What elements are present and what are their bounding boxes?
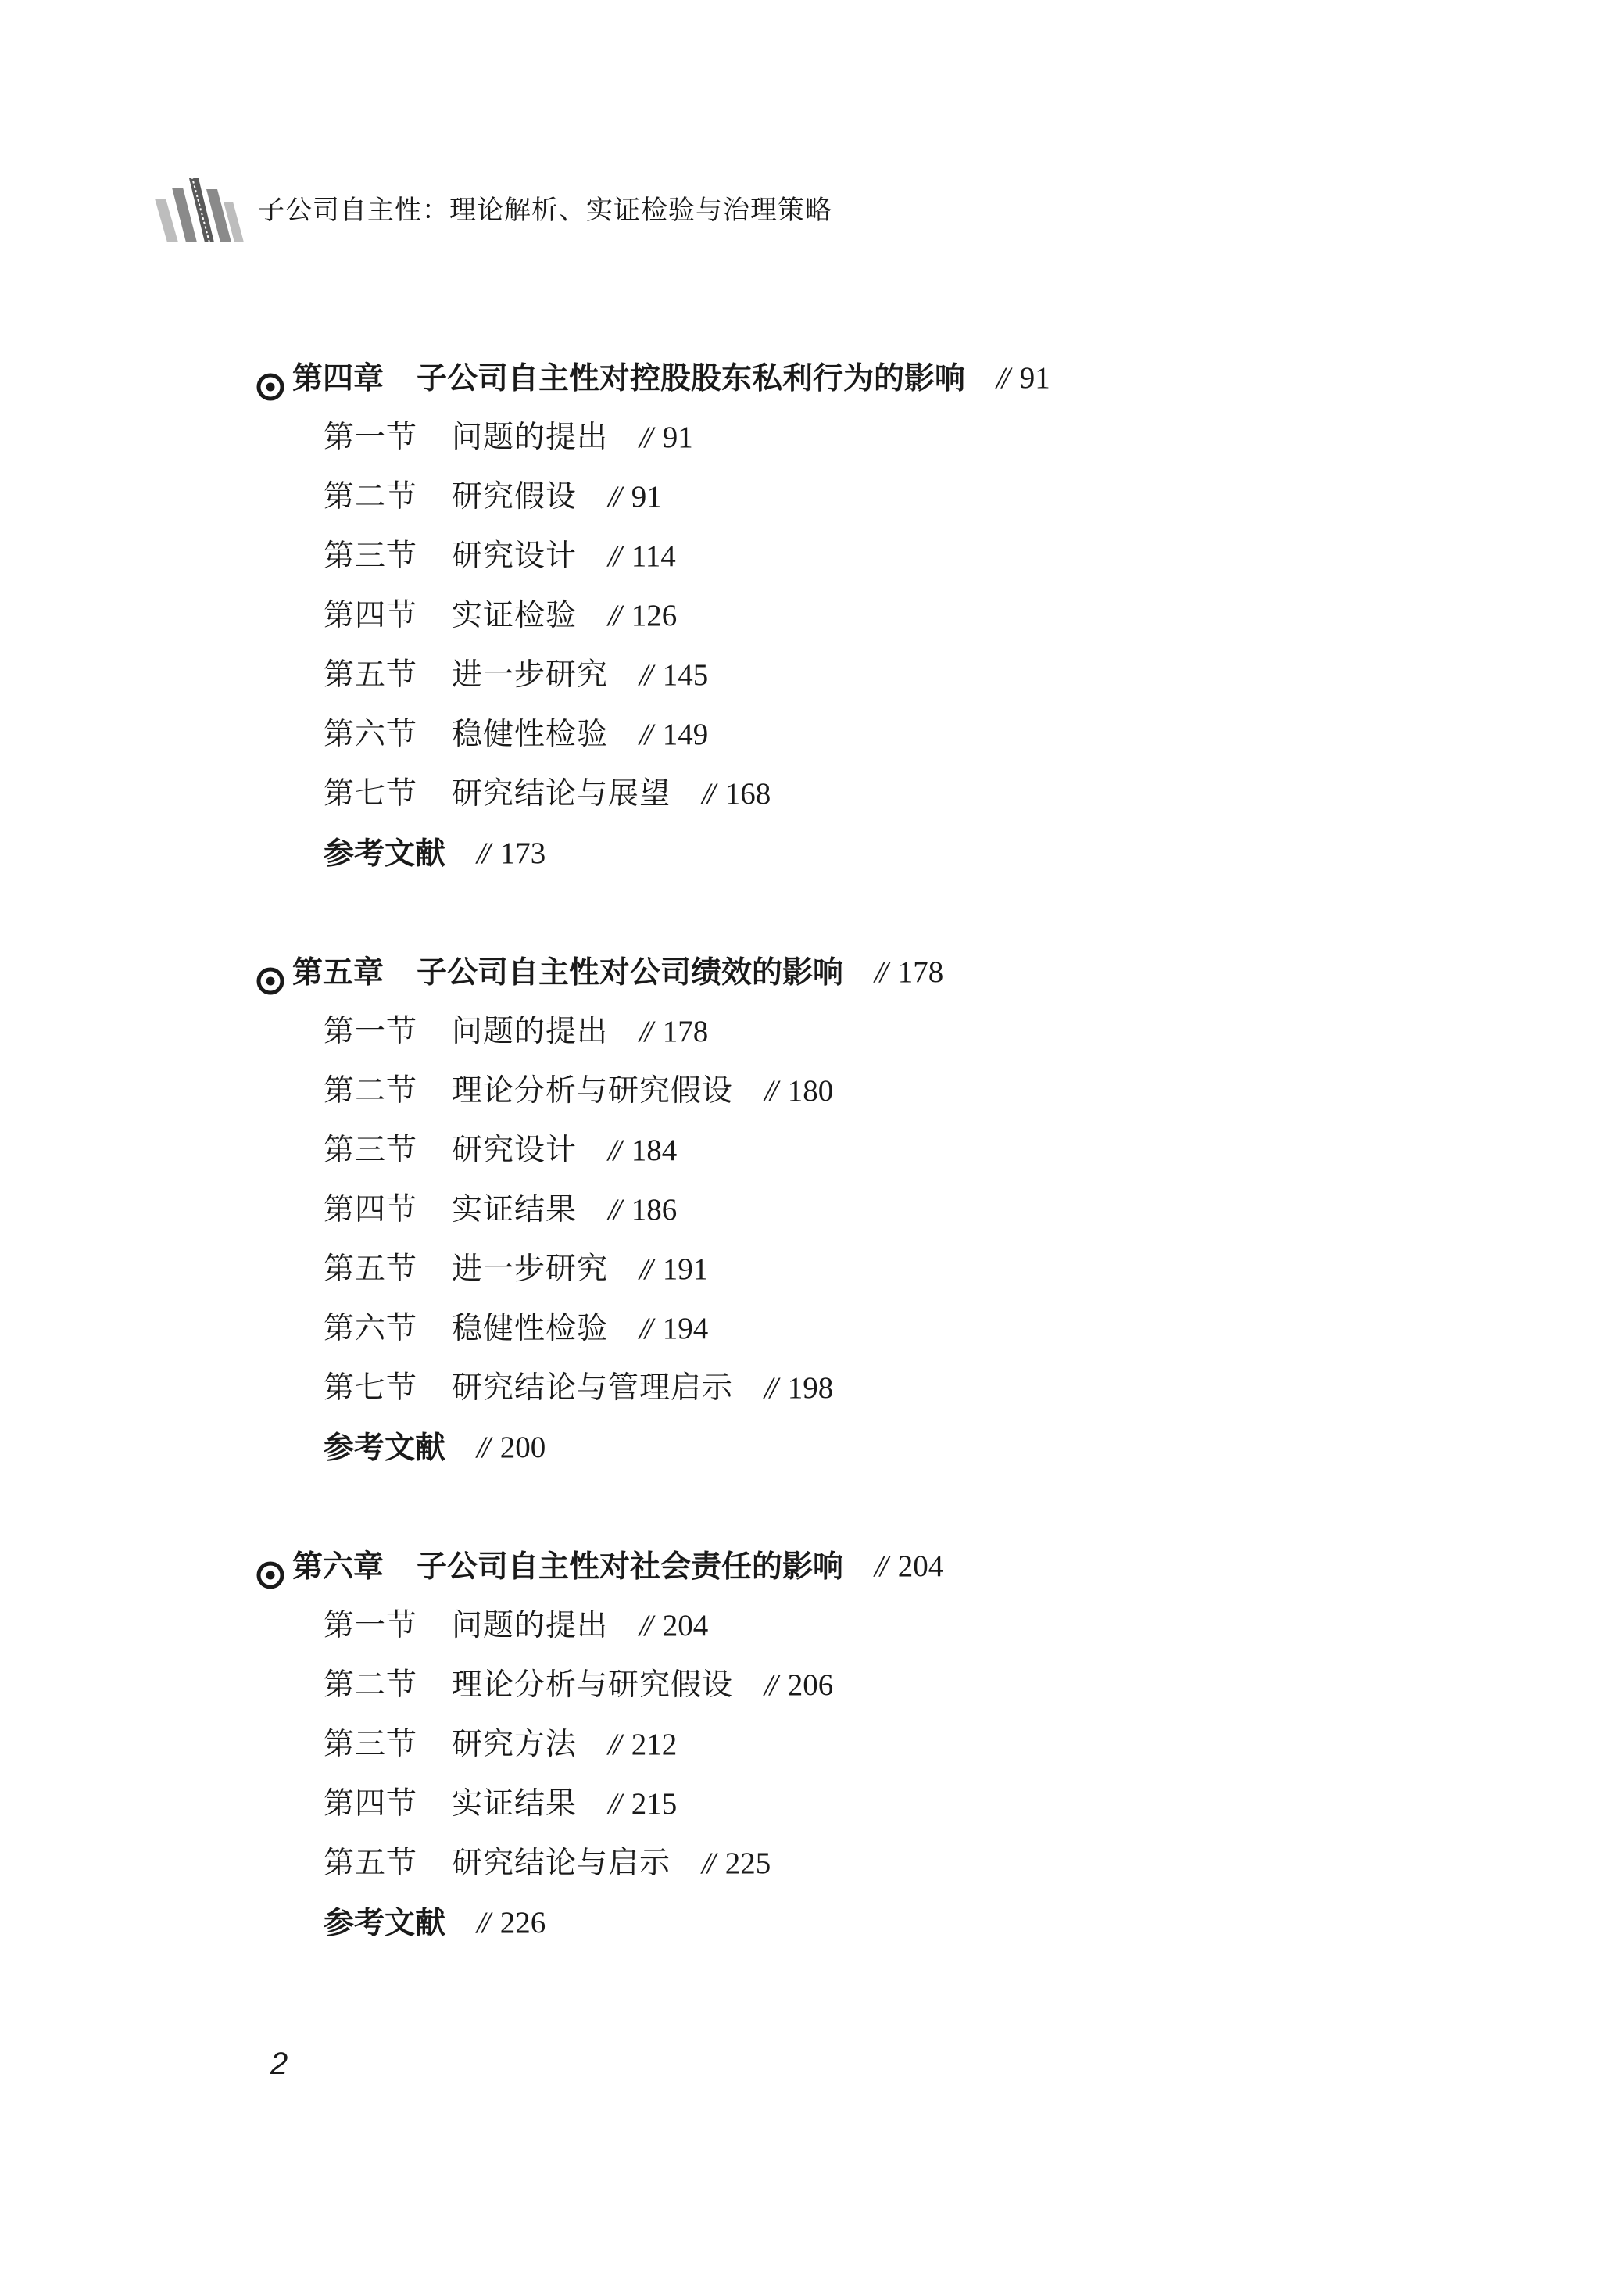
chapter-block — [255, 349, 1505, 883]
toc-section-entry[interactable] — [255, 1240, 1505, 1299]
section-number: 第三节 — [324, 1727, 418, 1762]
toc-section-entry[interactable] — [255, 1299, 1505, 1359]
section-page: 186 — [631, 1193, 678, 1227]
toc-section-entry[interactable] — [255, 1596, 1505, 1656]
page-separator: // — [764, 1371, 775, 1405]
chapter-block — [255, 1537, 1505, 1953]
page-separator: // — [608, 1134, 619, 1167]
section-title: 稳健性检验 — [452, 1311, 609, 1346]
section-number: 第四节 — [324, 1192, 418, 1227]
page-separator: // — [608, 1787, 619, 1821]
section-number: 第三节 — [324, 1133, 418, 1168]
toc-section-entry[interactable] — [255, 1775, 1505, 1834]
page-separator: // — [764, 1074, 775, 1108]
chapter-page: 204 — [897, 1549, 944, 1583]
chapter-title: 子公司自主性对控股股东私利行为的影响 — [417, 360, 966, 396]
section-title: 研究结论与管理启示 — [452, 1370, 734, 1406]
target-bullet-icon — [255, 363, 286, 394]
chapter-title: 子公司自主性对公司绩效的影响 — [417, 955, 844, 990]
section-title: 稳健性检验 — [452, 717, 609, 752]
page-separator: // — [639, 421, 650, 454]
toc-references-entry[interactable] — [255, 1418, 1505, 1478]
toc-section-entry[interactable] — [255, 705, 1505, 765]
references-label: 参考文献 — [324, 836, 446, 872]
toc-section-entry[interactable] — [255, 527, 1505, 586]
page-separator: // — [764, 1668, 775, 1702]
page-separator: // — [639, 1609, 650, 1642]
section-page: 184 — [631, 1134, 678, 1167]
references-page: 226 — [499, 1906, 546, 1940]
section-page: 194 — [662, 1312, 709, 1345]
section-page: 198 — [787, 1371, 834, 1405]
section-title: 问题的提出 — [452, 1014, 609, 1049]
section-title: 进一步研究 — [452, 657, 609, 693]
page-separator: // — [477, 836, 488, 870]
section-title: 研究方法 — [452, 1727, 578, 1762]
page-separator: // — [639, 658, 650, 692]
page-separator: // — [702, 777, 713, 811]
chapter-number: 第六章 — [292, 1549, 385, 1585]
section-number: 第三节 — [324, 539, 418, 574]
toc-section-entry[interactable] — [255, 1715, 1505, 1775]
section-page: 178 — [662, 1015, 709, 1048]
section-number: 第五节 — [324, 1846, 418, 1881]
chapter-heading[interactable] — [255, 349, 1505, 408]
section-title: 研究结论与启示 — [452, 1846, 671, 1881]
section-number: 第六节 — [324, 717, 418, 752]
chapter-heading[interactable] — [255, 943, 1505, 1002]
toc-section-entry[interactable] — [255, 408, 1505, 467]
section-number: 第一节 — [324, 420, 418, 455]
page-separator: // — [608, 539, 619, 573]
section-title: 理论分析与研究假设 — [452, 1667, 734, 1703]
toc-section-entry[interactable] — [255, 1062, 1505, 1121]
toc-section-entry[interactable] — [255, 646, 1505, 705]
references-page: 173 — [499, 836, 546, 870]
page-separator: // — [639, 1015, 650, 1048]
page-separator: // — [875, 1549, 885, 1583]
section-page: 225 — [724, 1847, 771, 1880]
section-page: 168 — [724, 777, 771, 811]
page-separator: // — [477, 1906, 488, 1940]
references-label: 参考文献 — [324, 1430, 446, 1466]
section-number: 第五节 — [324, 1252, 418, 1287]
section-number: 第四节 — [324, 598, 418, 633]
page-separator: // — [608, 1193, 619, 1227]
section-title: 进一步研究 — [452, 1252, 609, 1287]
references-page: 200 — [499, 1431, 546, 1464]
page-number: 2 — [270, 2047, 288, 2081]
section-page: 91 — [631, 480, 662, 514]
section-number: 第四节 — [324, 1786, 418, 1821]
section-page: 91 — [662, 421, 693, 454]
page-separator: // — [702, 1847, 713, 1880]
section-title: 实证结果 — [452, 1786, 578, 1821]
chapter-number: 第四章 — [292, 360, 385, 396]
toc-references-entry[interactable] — [255, 1893, 1505, 1953]
toc-section-entry[interactable] — [255, 1121, 1505, 1180]
page-separator: // — [639, 1312, 650, 1345]
toc-references-entry[interactable] — [255, 824, 1505, 883]
section-title: 研究假设 — [452, 479, 578, 514]
page-separator: // — [639, 1252, 650, 1286]
section-title: 理论分析与研究假设 — [452, 1073, 734, 1109]
section-page: 215 — [631, 1787, 678, 1821]
section-number: 第一节 — [324, 1014, 418, 1049]
page-separator: // — [639, 718, 650, 751]
section-title: 实证结果 — [452, 1192, 578, 1227]
chapter-block — [255, 943, 1505, 1478]
table-of-contents — [255, 349, 1505, 2012]
section-title: 研究结论与展望 — [452, 776, 671, 811]
chapter-page: 178 — [897, 955, 944, 989]
toc-section-entry[interactable] — [255, 1359, 1505, 1418]
section-number: 第一节 — [324, 1608, 418, 1643]
section-page: 212 — [631, 1728, 678, 1761]
target-bullet-icon — [255, 957, 286, 988]
page-separator: // — [477, 1431, 488, 1464]
toc-section-entry[interactable] — [255, 1834, 1505, 1893]
target-bullet-icon — [255, 1551, 286, 1582]
section-number: 第七节 — [324, 776, 418, 811]
page-separator: // — [608, 599, 619, 632]
chapter-number: 第五章 — [292, 955, 385, 990]
section-number: 第七节 — [324, 1370, 418, 1406]
section-number: 第五节 — [324, 657, 418, 693]
book-logo-icon — [155, 172, 244, 242]
toc-section-entry[interactable] — [255, 1656, 1505, 1715]
section-number: 第二节 — [324, 1073, 418, 1109]
section-page: 114 — [631, 539, 676, 573]
page-separator: // — [996, 361, 1007, 395]
section-title: 问题的提出 — [452, 420, 609, 455]
page-separator: // — [875, 955, 885, 989]
running-header — [155, 164, 832, 250]
toc-section-entry[interactable] — [255, 765, 1505, 824]
references-label: 参考文献 — [324, 1905, 446, 1941]
section-title: 实证检验 — [452, 598, 578, 633]
section-page: 149 — [662, 718, 709, 751]
toc-section-entry[interactable] — [255, 1002, 1505, 1062]
section-title: 研究设计 — [452, 539, 578, 574]
section-page: 180 — [787, 1074, 834, 1108]
chapter-title: 子公司自主性对社会责任的影响 — [417, 1549, 844, 1585]
toc-section-entry[interactable] — [255, 586, 1505, 646]
book-title: 子公司自主性：理论解析、实证检验与治理策略 — [258, 195, 832, 225]
toc-section-entry[interactable] — [255, 1180, 1505, 1240]
section-page: 126 — [631, 599, 678, 632]
section-page: 204 — [662, 1609, 709, 1642]
section-title: 问题的提出 — [452, 1608, 609, 1643]
page-separator: // — [608, 1728, 619, 1761]
page-separator: // — [608, 480, 619, 514]
chapter-page: 91 — [1019, 361, 1050, 395]
section-page: 145 — [662, 658, 709, 692]
section-number: 第六节 — [324, 1311, 418, 1346]
section-number: 第二节 — [324, 479, 418, 514]
chapter-heading[interactable] — [255, 1537, 1505, 1596]
section-page: 191 — [662, 1252, 709, 1286]
section-title: 研究设计 — [452, 1133, 578, 1168]
toc-section-entry[interactable] — [255, 467, 1505, 527]
section-number: 第二节 — [324, 1667, 418, 1703]
section-page: 206 — [787, 1668, 834, 1702]
